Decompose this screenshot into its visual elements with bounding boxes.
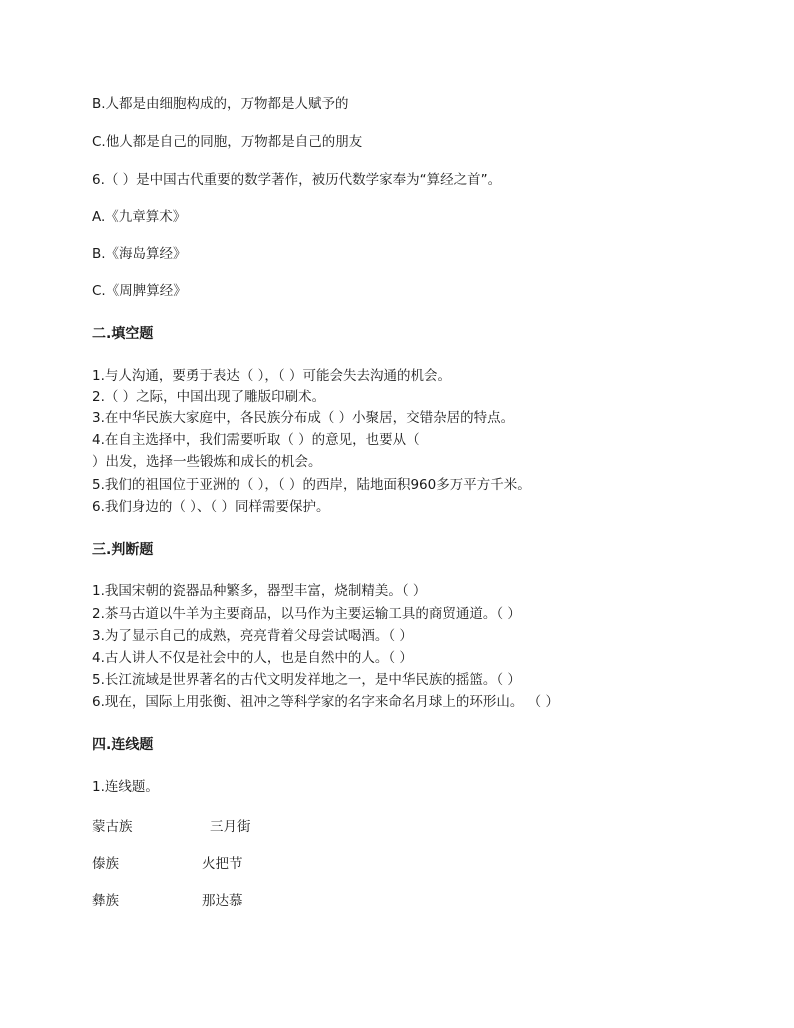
- question-6-option-a: A.《九章算术》: [92, 209, 187, 225]
- matching-left-item: 傣族: [92, 856, 119, 872]
- true-false-item: 1.我国宋朝的瓷器品种繁多，器型丰富，烧制精美。（ ）: [92, 583, 427, 599]
- question-5-option-b: B.人都是由细胞构成的，万物都是人赋予的: [92, 96, 349, 112]
- matching-right-item: 三月街: [210, 819, 251, 835]
- true-false-item: 4.古人讲人不仅是社会中的人，也是自然中的人。（ ）: [92, 650, 413, 666]
- question-6-option-b: B.《海岛算经》: [92, 246, 187, 262]
- matching-left-item: 彝族: [92, 893, 119, 909]
- matching-right-item: 火把节: [202, 856, 243, 872]
- matching-left-item: 蒙古族: [92, 819, 133, 835]
- question-5-option-c: C.他人都是自己的同胞，万物都是自己的朋友: [92, 134, 363, 150]
- fill-in-item: 6.我们身边的（ ）、（ ）同样需要保护。: [92, 499, 330, 515]
- fill-in-item: 2.（ ）之际，中国出现了雕版印刷术。: [92, 389, 326, 405]
- fill-in-item: 3.在中华民族大家庭中，各民族分布成（ ）小聚居，交错杂居的特点。: [92, 410, 515, 426]
- true-false-item: 2.茶马古道以牛羊为主要商品，以马作为主要运输工具的商贸通道。（ ）: [92, 606, 521, 622]
- fill-in-item: 1.与人沟通，要勇于表达（ ），（ ）可能会失去沟通的机会。: [92, 368, 451, 384]
- fill-in-item: 5.我们的祖国位于亚洲的（ ），（ ）的西岸，陆地面积960多万平方千米。: [92, 477, 531, 493]
- section-fill-in-title: 二.填空题: [92, 326, 154, 342]
- section-matching-title: 四.连线题: [92, 737, 154, 753]
- true-false-item: 6.现在，国际上用张衡、祖冲之等科学家的名字来命名月球上的环形山。 （ ）: [92, 694, 559, 710]
- matching-question: 1.连线题。: [92, 779, 159, 795]
- fill-in-item: ）出发，选择一些锻炼和成长的机会。: [92, 454, 322, 470]
- true-false-item: 5.长江流域是世界著名的古代文明发祥地之一，是中华民族的摇篮。（ ）: [92, 672, 521, 688]
- section-true-false-title: 三.判断题: [92, 542, 154, 558]
- matching-right-item: 那达慕: [202, 893, 243, 909]
- true-false-item: 3.为了显示自己的成熟，亮亮背着父母尝试喝酒。（ ）: [92, 628, 413, 644]
- fill-in-item: 4.在自主选择中，我们需要听取（ ）的意见，也要从（: [92, 432, 420, 448]
- question-6-stem: 6.（ ）是中国古代重要的数学著作，被历代数学家奉为“算经之首”。: [92, 172, 502, 188]
- question-6-option-c: C.《周脾算经》: [92, 283, 187, 299]
